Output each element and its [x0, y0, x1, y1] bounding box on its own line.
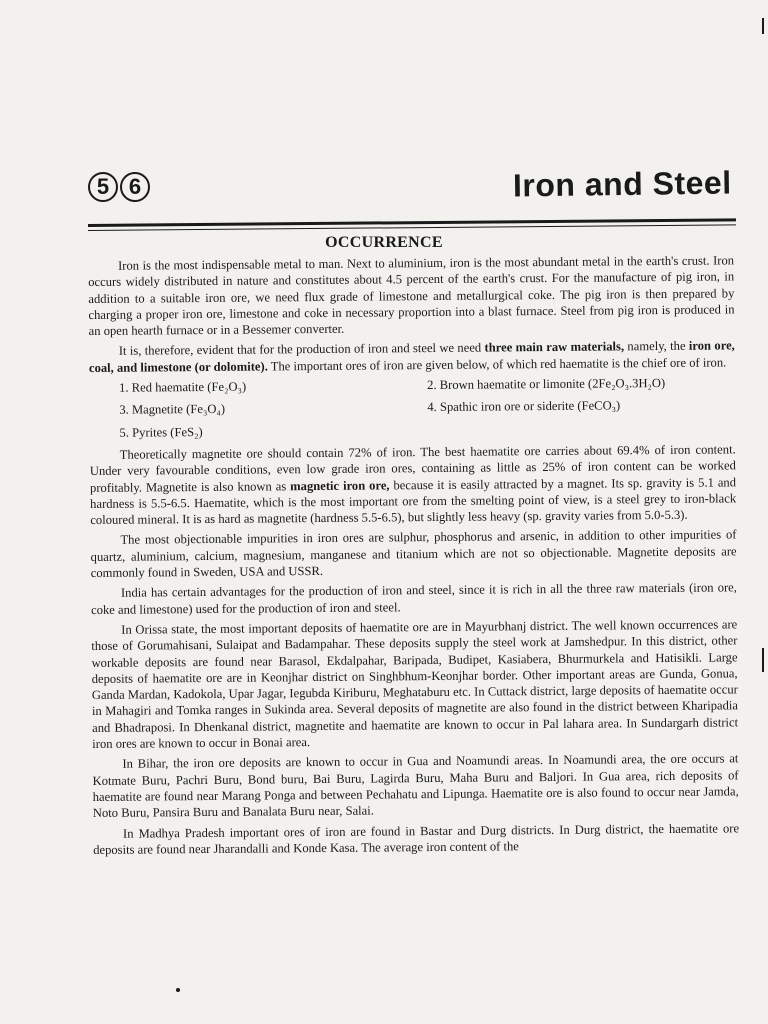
ore-list: [89, 374, 736, 441]
ore-item: 4. Spathic iron ore or siderite (FeCO₃): [427, 398, 621, 415]
chapter-number-digit: 6: [120, 172, 150, 202]
paragraph-text: It is, therefore, evident that for the production of iron and steel we need: [118, 341, 485, 359]
ore-item: 5. Pyrites (FeS₂): [119, 424, 203, 440]
ore-item: 3. Magnetite (Fe₃O₄): [119, 402, 226, 418]
page-edge-mark: [762, 648, 764, 672]
paragraph: The most objectionable impurities in iron ores are sulphur, phosphorus and arsenic, in addition to other impurities of quartz, aluminium, calcium, magnesium, manganese and titanium which are not so objectionable. Magnetite deposits are commonly found in Sweden, USA and USSR.: [90, 527, 737, 581]
emphasis-raw-materials: three main raw materials,: [484, 339, 625, 356]
chapter-number: [88, 172, 150, 202]
emphasis-ore-list: iron ore, coal, and limestone (or dolomite).: [88, 338, 735, 375]
section-heading: OCCURRENCE: [325, 234, 443, 251]
chapter-title: Iron and Steel: [513, 164, 733, 204]
body-text: [88, 252, 739, 862]
paragraph-text: namely, the: [623, 339, 689, 354]
paragraph: Iron is the most indispensable metal to man. Next to aluminium, iron is the most abundant metal in the earth's crust. Iron occurs widely distributed in nature and constitutes about 4.5 percent of the earth's crust. For the manufacture of pig iron, in addition to a suitable iron ore, we need flux grade of limestone and metallurgical coke. The pig iron is then prepared by charging a proper iron ore, limestone and coke in necessary proportion into a blast furnace. Steel from pig iron is produced in an open hearth furnace or in a Bessemer converter.: [88, 253, 735, 339]
paragraph: [89, 338, 735, 376]
paragraph: In Madhya Pradesh important ores of iron are found in Bastar and Durg districts. In Durg district, the haematite ore deposits are found near Jharandalli and Konde Kasa. The average iron content of the: [93, 820, 740, 857]
paragraph: In Bihar, the iron ore deposits are known to occur in Gua and Noamundi areas. In Noamundi area, the ore occurs at Kotmate Buru, Pachri Buru, Bond buru, Bai Buru, Lagirda Buru, Maha Buru and Baljori. In Gua area, rich deposits of haematite are found near Marang Ponga and between Pechahatu and Lipunga. Haematite ore is also found to occur near Jamda, Noto Buru, Pansira Buru and Banalata Buru near, Salai.: [92, 751, 739, 821]
page-speck: [176, 988, 180, 992]
paragraph: India has certain advantages for the production of iron and steel, since it is rich in all the three raw materials (iron ore, coke and limestone) used for the production of iron and steel.: [91, 580, 737, 617]
ore-item: 2. Brown haematite or limonite (2Fe₂O₃.3H₂O): [427, 376, 666, 393]
page-edge-mark: [762, 18, 764, 34]
paragraph-text: The important ores of iron are given below, of which red haematite is the chief ore of iron.: [267, 355, 727, 374]
paragraph: In Orissa state, the most important deposits of haematite ore are in Mayurbhanj district. The well known occurrences are those of Gorumahisani, Sulaipat and Badampahar. These deposits supply the steel work at Jamshedpur. In this district, other workable deposits are found near Barasol, Ekdalpahar, Baripada, Budipet, Kasiabera, Bhurmurkela and Hatisikli. Large deposits of haematite ore are in Keonjhar district on Singhbhum-Keonjhar border. Other important areas are Gunda, Gonua, Ganda Mardan, Kadokola, Upar Jagar, Iegubda Kiriburu, Meghataburu etc. In Cuttack district, large deposits of haematite occur in Mahagiri and Tomka ranges in Sukinda area. Several deposits of magnetite are also found in the district between Kharipadia and Bhadraposi. In Dhenkanal district, magnetite and haematite are known to occur in Pal lahara area. In Sundargarh district iron ores are known to occur in Bonai area.: [91, 617, 739, 751]
paragraph-text: Theoretically magnetite ore should contain 72% of iron. The best haematite ore carries about 69.4% of iron content. Under very favourable conditions, even low grade iron ores, containing as little as 25% of iron content can be worked profitably. Magnetite is also known as: [89, 442, 736, 495]
ore-item: 1. Red haematite (Fe₂O₃): [119, 379, 247, 395]
paragraph-text: because it is easily attracted by a magnet. Its sp. gravity is 5.1 and hardness is 5.5-6.5. Haematite, which is the most important ore from the smelting point of view, is a steel grey to iron-black coloured mineral. It is as hard as magnetite (hardness 5.5-6.5), but slightly less heavy (sp. gravity varies from 5.0-5.3).: [90, 474, 737, 528]
emphasis-magnetic-iron-ore: magnetic iron ore,: [290, 477, 390, 493]
paragraph: [90, 441, 737, 528]
chapter-number-digit: 5: [88, 172, 118, 202]
